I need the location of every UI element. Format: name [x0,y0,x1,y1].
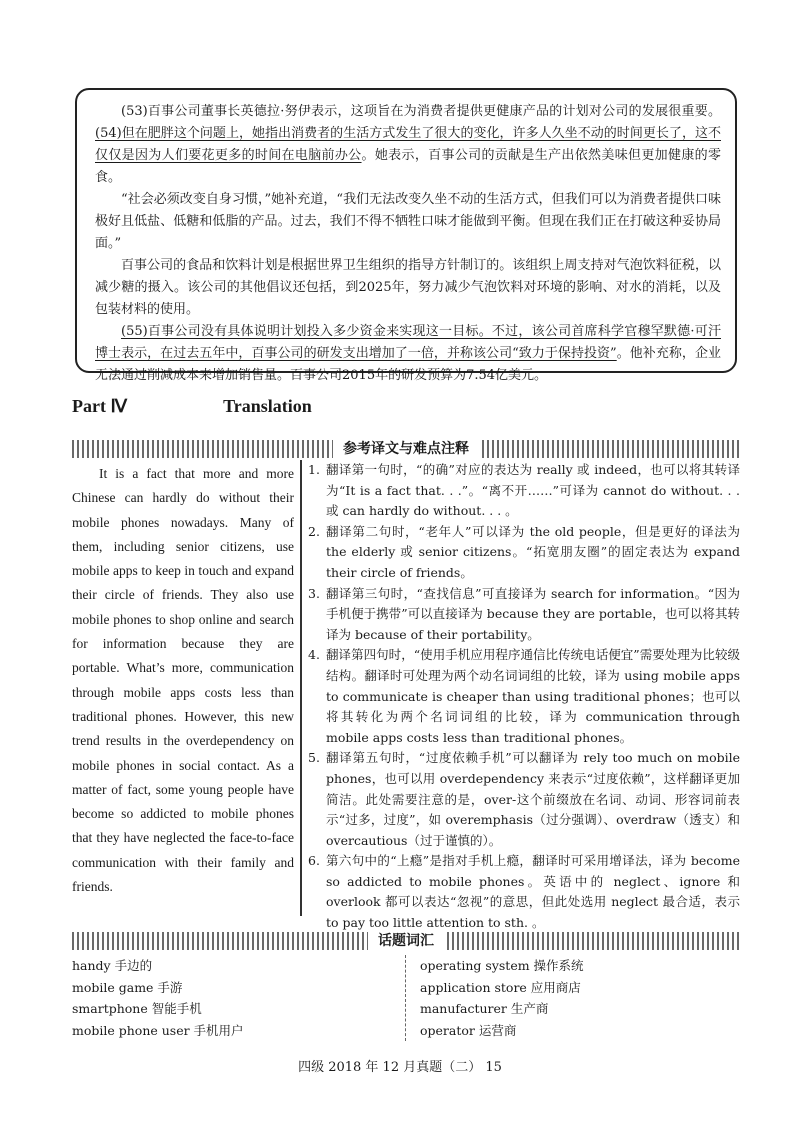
passage-paragraph-3: 百事公司的食品和饮料计划是根据世界卫生组织的指导方针制订的。该组织上周支持对气泡饮料征税，以减少糖的摄入。该公司的其他倡议还包括，到2025年，努力减少气泡饮料对环境的影响、对水的消耗，以及包装材料的使用。 [95,258,721,317]
sentence-54: (54)但在肥胖这个问题上，她指出消费者的生活方式发生了很大的变化，许多人久坐不动的时间更长了，这不仅仅是因为人们要花更多的时间在电脑前办公 [95,126,721,163]
vocab-item: mobile game 手游 [72,979,183,995]
vocab-item: mobile phone user 手机用户 [72,1022,244,1038]
passage-paragraph-1 [95,101,721,189]
passage-paragraph-2: “社会必须改变自身习惯，”她补充道，“我们无法改变久坐不动的生活方式，但我们可以为消费者提供口味极好且低盐、低糖和低脂的产品。过去，我们不得不牺牲口味才能做到平衡。但现在我们正在打破这种妥协局面。” [95,192,721,251]
note-item: 4. 翻译第四句时，“使用手机应用程序通信比传统电话便宜”需要处理为比较级结构。翻译时可处理为两个动名词词组的比较，译为 using mobile apps to communicate is cheaper than using traditional phones；也可以将其转化为两个名词词组的比较，译为 communication through mobile apps costs less than traditional phones。 [308,647,740,745]
sentence-53: (53)百事公司董事长英德拉·努伊表示，这项旨在为消费者提供更健康产品的计划对公司的发展很重要。 [121,104,721,119]
vocab-item: handy 手边的 [72,958,153,973]
sentence-55: (55)百事公司没有具体说明计划投入多少资金来实现这一目标。不过，该公司首席科学官穆罕默德·可汗博士表示，在过去五年中，百事公司的研发支出增加了一倍，并称该公司“致力于保持投资” [95,324,721,361]
section-title-reference: 参考译文与难点注释 [333,439,479,459]
vocab-item: operating system 操作系统 [420,958,584,973]
column-divider [300,460,302,916]
passage-translation-box [75,88,737,383]
note-item: 5. 翻译第五句时，“过度依赖手机”可以翻译为 rely too much on mobile phones，也可以用 overdependency 来表示“过度依赖”，这样翻译更加简洁。此处需要注意的是，over-这个前缀放在名词、动词、形容词前表示“过多，过度”，如 overemphasis（过分强调）、overdraw（透支）和 overcautious（过于谨慎的）。 [308,750,740,848]
note-item: 6. 第六句中的“上瘾”是指对手机上瘾，翻译时可采用增译法，译为 become so addicted to mobile phones。英语中的 neglect、ignore 和 overlook 都可以表达“忽视”的意思，但此处选用 neglect 最合适，表示 to pay too little attention to sth. 。 [308,853,740,931]
part-number: Part Ⅳ [72,396,128,416]
vocab-list-left [72,955,244,1041]
note-item: 3. 翻译第三句时，“查找信息”可直接译为 search for information。“因为手机便于携带”可以直接译为 because they are portable，也可以将其转译为 because of their portability。 [308,585,740,642]
vocab-item: smartphone 智能手机 [72,1001,202,1016]
vocab-item: manufacturer 生产商 [420,1001,549,1016]
section-title-vocab: 话题词汇 [368,931,444,951]
part-heading [72,396,312,417]
part-title: Translation [223,396,312,416]
passage-text: 。他补充称，企业无法通过削减成本来增加销售量。百事公司2015年的研发预算为7.54亿美元。 [95,346,721,383]
vocab-list-right [420,955,584,1041]
translation-notes [306,460,740,934]
note-item: 2. 翻译第二句时，“老年人”可以译为 the old people，但是更好的译法为 the elderly 或 senior citizens。“拓宽朋友圈”的固定表达为 expand their circle of friends。 [308,523,740,580]
note-item: 1. 翻译第一句时，“的确”对应的表达为 really 或 indeed，也可以将其转译为“It is a fact that. . .”。“离不开……”可译为 cannot do without. . . 或 can hardly do without. . . 。 [308,462,740,519]
section-band-reference [72,440,740,458]
vocab-item: application store 应用商店 [420,979,581,995]
vocab-item: operator 运营商 [420,1022,517,1038]
reference-translation: It is a fact that more and more Chinese can hardly do without their mobile phones nowadays. Many of them, including senior citizens, use mobile apps to keep in touch and expand their circle of friends. They also use mobile phones to shop online and search for information because they are portable. What’s more, communication through mobile apps costs less than traditional phones. However, this new trend results in the overdependency on mobile phones in social contact. As a matter of fact, some young people have become so addicted to mobile phones that they have neglected the face-to-face communication with their family and friends. [72,466,294,895]
section-band-vocab [72,932,740,950]
passage-text: 。她表示，百事公司的贡献是生产出依然美味但更加健康的零食。 [95,148,721,185]
vocab-divider [405,955,406,1041]
page-footer: 四级 2018 年 12 月真题（二） 15 [298,1060,502,1075]
passage-paragraph-4 [95,321,721,387]
